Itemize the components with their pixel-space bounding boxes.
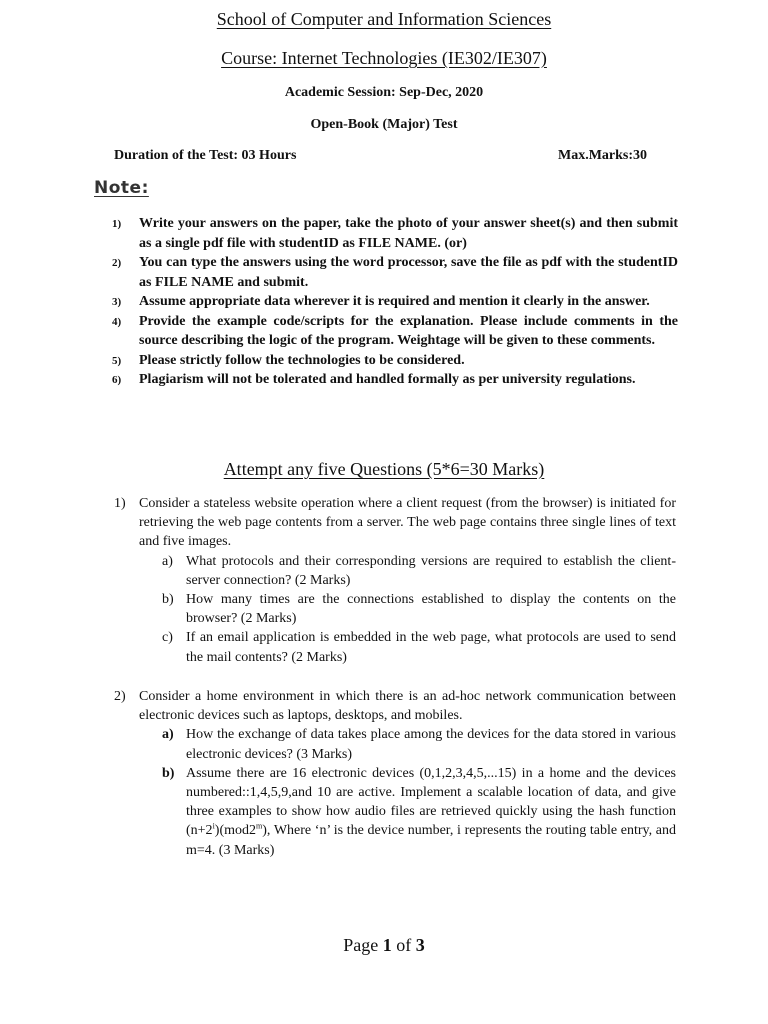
page-number: 1 (382, 935, 392, 955)
note-heading: Note: (94, 178, 149, 198)
sub-question-label: b) (162, 765, 175, 781)
note-item-text: Please strictly follow the technologies to be considered. (139, 352, 465, 368)
test-duration: Duration of the Test: 03 Hours (114, 148, 297, 163)
sub-question-label: c) (162, 630, 173, 646)
sub-question (162, 725, 676, 763)
instructions-heading: Attempt any five Questions (5*6=30 Marks) (223, 459, 545, 479)
page-word: Page (343, 935, 383, 955)
note-item-text: Provide the example code/scripts for the explanation. Please include comments in the source describing the logic of the program. Weightage will be given to these comments. (139, 313, 678, 348)
of-word: of (391, 935, 416, 955)
course-title: Course: Internet Technologies (IE302/IE307) (221, 48, 547, 68)
superscript-m: m (256, 821, 263, 831)
test-type: Open-Book (Major) Test (310, 117, 458, 132)
sub-question (162, 764, 676, 860)
note-item-number: 1) (112, 218, 122, 230)
sub-question (162, 590, 676, 628)
note-list (112, 214, 678, 390)
note-item-text: You can type the answers using the word processor, save the file as pdf with the studentID as FILE NAME and submit. (139, 255, 678, 290)
sub-question-text: Assume there are 16 electronic devices (0,1,2,3,4,5,...15) in a home and the devices numbered::1,4,5,9,and 10 are active. Implement a scalable location of data, and give three examples to show how audio files are retrieved quickly using the hash function $(n+2^i)(mod2^m)$, Where ‘n’ is the device number, i represents the routing table entry, and m=4. (3 Marks) (186, 765, 676, 858)
note-item-number: 4) (112, 315, 122, 328)
question-number: 2) (114, 689, 126, 704)
note-item-text: Assume appropriate data wherever it is required and mention it clearly in the answer. (139, 294, 650, 309)
question-2 (114, 687, 676, 860)
note-item-text: Write your answers on the paper, take the photo of your answer sheet(s) and then submit as a single pdf file with studentID as FILE NAME. (or) (139, 216, 678, 251)
note-item-text: Plagiarism will not be tolerated and handled formally as per university regulations. (139, 372, 636, 387)
academic-session: Academic Session: Sep-Dec, 2020 (284, 85, 484, 100)
school-title: School of Computer and Information Sciences (216, 9, 552, 29)
note-item (112, 292, 678, 312)
sub-question-label: a) (162, 553, 173, 569)
question-text: Consider a stateless website operation where a client request (from the browser) is initiated for retrieving the web page contents from a server. The web page contains three single lines of text and five images. (139, 496, 676, 550)
note-item-number: 6) (112, 374, 122, 386)
max-marks: Max.Marks:30 (558, 148, 648, 163)
sub-question-label: a) (162, 727, 174, 743)
note-item-number: 2) (112, 257, 122, 269)
sub-question-text: If an email application is embedded in the web page, what protocols are used to send the mail contents? (2 Marks) (186, 630, 676, 665)
superscript-i: i (212, 821, 215, 831)
sub-question-text: How many times are the connections established to display the contents on the browser? (2 Marks) (186, 592, 676, 627)
note-item (112, 214, 678, 253)
note-item-number: 3) (112, 296, 122, 308)
sub-question (162, 628, 676, 666)
note-item-number: 5) (112, 354, 122, 367)
question-number: 1) (114, 496, 126, 511)
question-1 (114, 494, 676, 667)
page-total: 3 (415, 935, 425, 955)
sub-question-text: How the exchange of data takes place among the devices for the data stored in various electronic devices? (3 Marks) (186, 727, 676, 762)
note-item (112, 253, 678, 292)
sub-question-text: What protocols and their corresponding versions are required to establish the client-server connection? (2 Marks) (186, 553, 676, 588)
note-item (112, 312, 678, 351)
page-footer (0, 935, 768, 956)
note-item (112, 351, 678, 371)
question-text: Consider a home environment in which there is an ad-hoc network communication between electronic devices such as laptops, desktops, and mobiles. (139, 689, 676, 724)
sub-question (162, 552, 676, 590)
sub-question-label: b) (162, 592, 174, 608)
note-item (112, 370, 678, 390)
